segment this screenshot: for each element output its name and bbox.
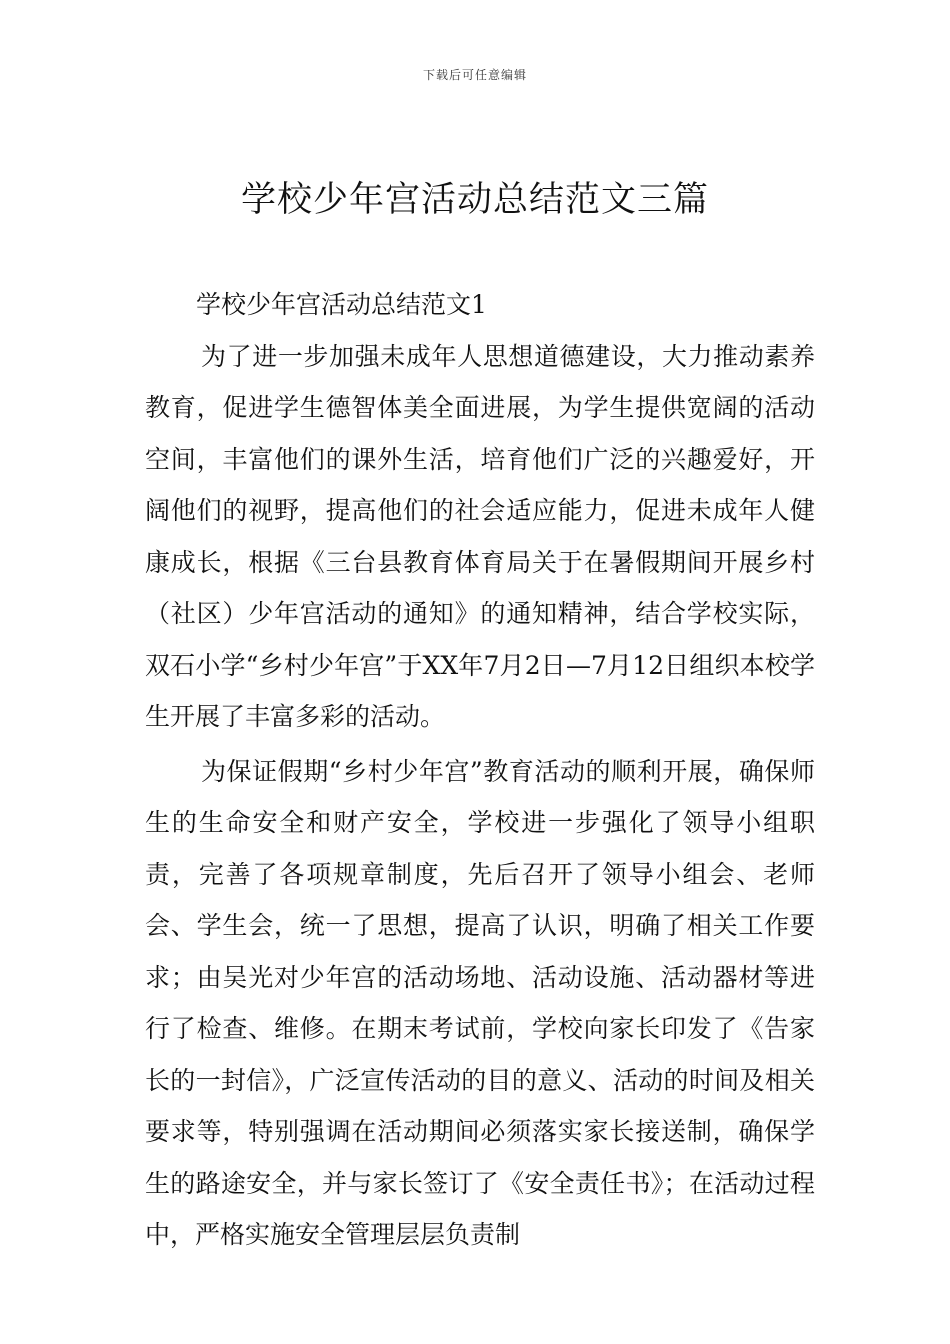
document-title: 学校少年宫活动总结范文三篇 [240, 180, 709, 220]
paragraph-1: 为了进一步加强未成年人思想道德建设，大力推动素养教育，促进学生德智体美全面进展，为学生提供宽阔的活动空间，丰富他们的课外生活，培育他们广泛的兴趣爱好，开阔他们的视野，提高他们的社会适应能力，促进未成年人健康成长，根据《三台县教育体育局关于在暑假期间开展乡村（社区）少年宫活动的通知》的通知精神，结合学校实际，双石小学“乡村少年宫”于XX年7月2日—7月12日组织本校学生开展了丰富多彩的活动。 [145, 341, 815, 731]
document-body [145, 279, 815, 1261]
section-title: 学校少年宫活动总结范文1 [196, 290, 487, 319]
paragraph-2: 为保证假期“乡村少年宫”教育活动的顺利开展，确保师生的生命安全和财产安全，学校进一步强化了领导小组职责，完善了各项规章制度，先后召开了领导小组会、老师会、学生会，统一了思想，提高了认识，明确了相关工作要求；由吴光对少年宫的活动场地、活动设施、活动器材等进行了检查、维修。在期末考试前，学校向家长印发了《告家长的一封信》，广泛宣传活动的目的意义、活动的时间及相关要求等，特别强调在活动期间必须落实家长接送制，确保学生的路途安全，并与家长签订了《安全责任书》；在活动过程中，严格实施安全管理层层负责制 [145, 756, 815, 1249]
header-note: 下载后可任意编辑 [422, 68, 527, 82]
